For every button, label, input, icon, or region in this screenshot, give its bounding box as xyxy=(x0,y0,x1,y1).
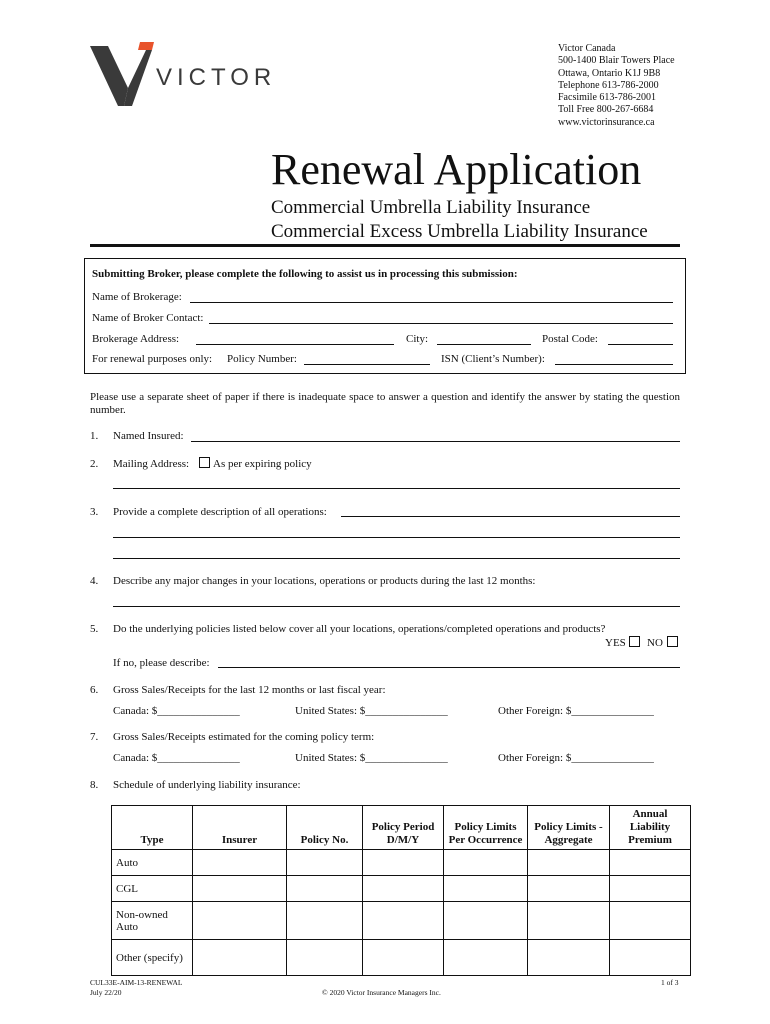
brokerage-address-label: Brokerage Address: xyxy=(92,333,180,345)
col-header-type: Type xyxy=(112,806,193,850)
table-cell[interactable] xyxy=(610,940,691,976)
logo-wordmark: VICTOR xyxy=(156,64,277,91)
table-row xyxy=(112,940,691,976)
q7-label: Gross Sales/Receipts estimated for the coming policy term: xyxy=(113,731,375,743)
table-cell[interactable] xyxy=(610,850,691,876)
q5-label: Do the underlying policies listed below cover all your locations, operations/completed operations and products? xyxy=(113,623,606,635)
row-type-non-owned-auto: Non-owned Auto xyxy=(112,902,193,940)
q7-foreign-field[interactable]: Other Foreign: $_______________ xyxy=(498,752,654,764)
col-header-per-occurrence: Policy Limits Per Occurrence xyxy=(444,806,528,850)
broker-intro: Submitting Broker, please complete the following to assist us in processing this submission: xyxy=(92,268,518,280)
row-type-other: Other (specify) xyxy=(112,940,193,976)
address-line: Toll Free 800-267-6684 xyxy=(558,104,654,116)
table-row xyxy=(112,876,691,902)
q3-label: Provide a complete description of all operations: xyxy=(113,506,327,518)
q6-number: 6. xyxy=(90,684,99,696)
col-header-policy-period: Policy Period D/M/Y xyxy=(363,806,444,850)
table-cell[interactable] xyxy=(363,850,444,876)
table-row xyxy=(112,902,691,940)
table-cell[interactable] xyxy=(287,876,363,902)
q5-describe-field[interactable] xyxy=(218,667,680,668)
address-line: Telephone 613-786-2000 xyxy=(558,79,659,91)
address-line: Ottawa, Ontario K1J 9B8 xyxy=(558,67,661,79)
q2-number: 2. xyxy=(90,458,99,470)
q3-number: 3. xyxy=(90,506,99,518)
q1-label: Named Insured: xyxy=(113,430,184,442)
operations-field-1[interactable] xyxy=(341,516,680,517)
table-cell[interactable] xyxy=(444,940,528,976)
table-cell[interactable] xyxy=(444,850,528,876)
city-label: City: xyxy=(406,333,429,345)
q5-describe-label: If no, please describe: xyxy=(113,657,210,669)
q5-yes-label: YES xyxy=(605,637,626,649)
table-cell[interactable] xyxy=(193,940,287,976)
q6-us-field[interactable]: United States: $_______________ xyxy=(295,705,448,717)
table-cell[interactable] xyxy=(287,902,363,940)
q6-label: Gross Sales/Receipts for the last 12 months or last fiscal year: xyxy=(113,684,386,696)
page-subtitle-excess: Commercial Excess Umbrella Liability Insurance xyxy=(271,221,648,242)
table-cell[interactable] xyxy=(528,940,610,976)
table-cell[interactable] xyxy=(287,940,363,976)
table-header-row xyxy=(112,806,691,850)
footer-page-number: 1 of 3 xyxy=(661,978,679,987)
postal-code-field[interactable] xyxy=(608,344,673,345)
col-header-premium: Annual Liability Premium xyxy=(610,806,691,850)
q7-us-field[interactable]: United States: $_______________ xyxy=(295,752,448,764)
brokerage-name-label: Name of Brokerage: xyxy=(92,291,182,303)
company-address xyxy=(558,43,675,129)
q5-no-checkbox[interactable] xyxy=(667,636,678,647)
isn-field[interactable] xyxy=(555,364,673,365)
row-type-cgl: CGL xyxy=(112,876,193,902)
title-rule xyxy=(90,244,680,247)
table-cell[interactable] xyxy=(193,850,287,876)
table-cell[interactable] xyxy=(193,876,287,902)
address-line: Facsimile 613-786-2001 xyxy=(558,92,657,104)
table-cell[interactable] xyxy=(363,876,444,902)
instructions: Please use a separate sheet of paper if there is inadequate space to answer a question and identify the answer by stating the question number. xyxy=(90,391,680,416)
q7-number: 7. xyxy=(90,731,99,743)
mailing-address-field[interactable] xyxy=(113,488,680,489)
brokerage-name-field[interactable] xyxy=(190,302,673,303)
city-field[interactable] xyxy=(437,344,531,345)
q2-label: Mailing Address: xyxy=(113,458,190,470)
table-cell[interactable] xyxy=(610,902,691,940)
footer-date: July 22/20 xyxy=(90,988,122,997)
broker-contact-field[interactable] xyxy=(209,323,673,324)
isn-label: ISN (Client’s Number): xyxy=(441,353,545,365)
address-line: Victor Canada xyxy=(558,43,616,54)
q6-foreign-field[interactable]: Other Foreign: $_______________ xyxy=(498,705,654,717)
col-header-aggregate: Policy Limits - Aggregate xyxy=(528,806,610,850)
postal-code-label: Postal Code: xyxy=(542,333,598,345)
q6-canada-field[interactable]: Canada: $_______________ xyxy=(113,705,240,717)
table-cell[interactable] xyxy=(444,876,528,902)
policy-number-field[interactable] xyxy=(304,364,430,365)
as-per-expiring-checkbox[interactable] xyxy=(199,457,210,468)
policy-number-label: Policy Number: xyxy=(227,353,297,365)
operations-field-2[interactable] xyxy=(113,537,680,538)
q5-no-label: NO xyxy=(647,637,663,649)
q8-label: Schedule of underlying liability insurance: xyxy=(113,779,301,791)
named-insured-field[interactable] xyxy=(191,441,680,442)
underlying-insurance-table xyxy=(111,805,691,976)
footer-copyright: © 2020 Victor Insurance Managers Inc. xyxy=(322,988,441,997)
page-title: Renewal Application xyxy=(271,145,642,194)
page-subtitle-umbrella: Commercial Umbrella Liability Insurance xyxy=(271,197,591,218)
table-cell[interactable] xyxy=(287,850,363,876)
brokerage-address-field[interactable] xyxy=(196,344,394,345)
broker-contact-label: Name of Broker Contact: xyxy=(92,312,204,324)
table-cell[interactable] xyxy=(528,850,610,876)
table-cell[interactable] xyxy=(363,902,444,940)
major-changes-field[interactable] xyxy=(113,606,680,607)
table-cell[interactable] xyxy=(528,876,610,902)
as-per-expiring-label: As per expiring policy xyxy=(213,458,312,470)
address-line: 500-1400 Blair Towers Place xyxy=(558,55,675,67)
table-cell[interactable] xyxy=(444,902,528,940)
row-type-auto: Auto xyxy=(112,850,193,876)
col-header-insurer: Insurer xyxy=(193,806,287,850)
col-header-policy-no: Policy No. xyxy=(287,806,363,850)
address-line[interactable]: www.victorinsurance.ca xyxy=(558,116,655,128)
table-cell[interactable] xyxy=(363,940,444,976)
victor-logo-icon xyxy=(88,42,154,108)
table-cell[interactable] xyxy=(610,876,691,902)
q5-number: 5. xyxy=(90,623,99,635)
q4-number: 4. xyxy=(90,575,99,587)
q1-number: 1. xyxy=(90,430,99,442)
q4-label: Describe any major changes in your locations, operations or products during the last 12 months: xyxy=(113,575,536,587)
q7-canada-field[interactable]: Canada: $_______________ xyxy=(113,752,240,764)
table-row xyxy=(112,850,691,876)
table-cell[interactable] xyxy=(193,902,287,940)
q5-yes-checkbox[interactable] xyxy=(629,636,640,647)
operations-field-3[interactable] xyxy=(113,558,680,559)
table-cell[interactable] xyxy=(528,902,610,940)
q8-number: 8. xyxy=(90,779,99,791)
renewal-purposes-label: For renewal purposes only: xyxy=(92,353,213,365)
footer-form-code: CUL33E-AIM-13-RENEWAL xyxy=(90,978,183,987)
